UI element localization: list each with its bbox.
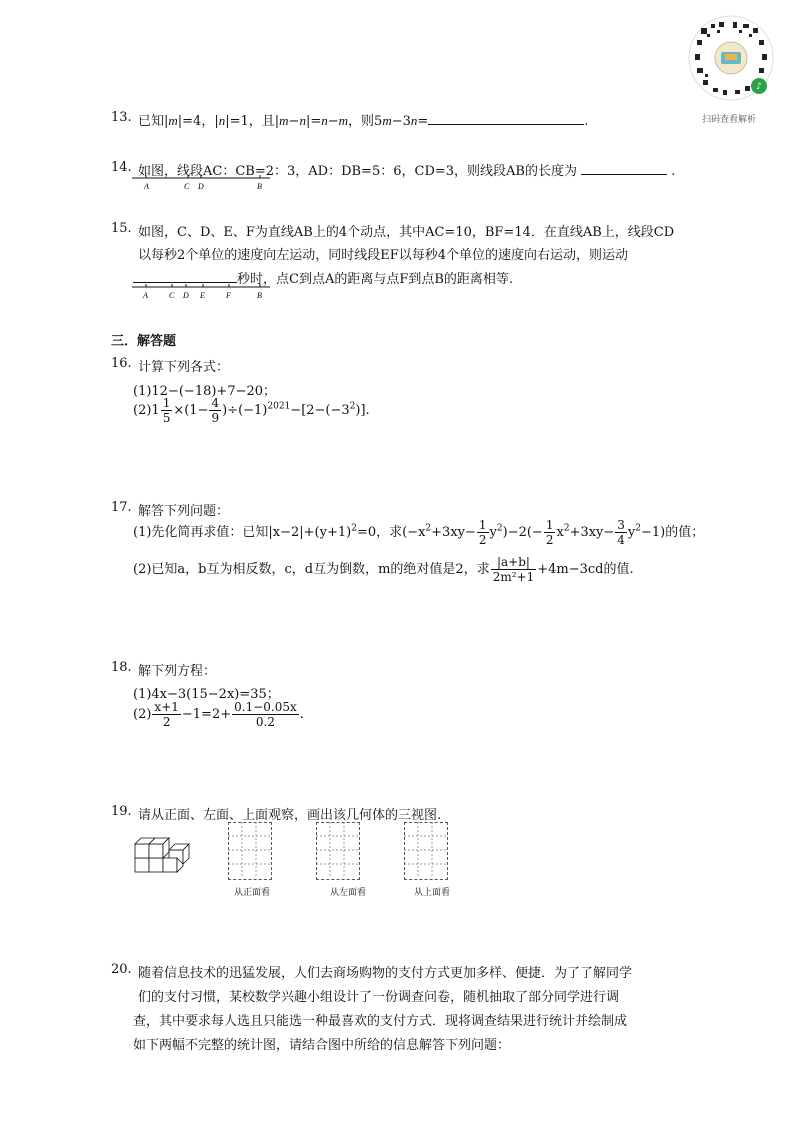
answer-blank[interactable]	[428, 110, 584, 125]
cube-solid-figure	[133, 826, 193, 876]
question-number: 14.	[111, 160, 132, 175]
segment-figure-14	[132, 174, 272, 192]
question-14-text: 如图，线段AC：CB=2：3，AD：DB=5：6，CD=3，则线段AB的长度为 .	[138, 160, 675, 179]
question-17-part1: (1)先化简再求值：已知$|x-2|+(y+1)^2=0$，求($-x^2+3xy-$ $\frac{1}{2}$ $y^2)-2(-$ $\frac{1}{2}$ $x^2+3xy-$ $\frac{3}{4}$ $y^2-1$)的值；	[133, 518, 705, 547]
question-20-line2: 们的支付习惯，某校数学兴趣小组设计了一份调查问卷，随机抽取了部分同学进行调	[138, 990, 620, 1005]
question-20-line1: 随着信息技术的迅猛发展，人们去商场购物的支付方式更加多样、便捷．为了了解同学	[138, 966, 633, 981]
answer-blank[interactable]	[581, 160, 667, 175]
question-number: 13.	[111, 110, 132, 125]
svg-text:♪: ♪	[756, 82, 762, 92]
question-15-line1: 如图，C、D、E、F为直线AB上的4个动点，其中AC=10，BF=14．在直线AB上，线段CD	[138, 225, 675, 240]
section-title: 三．解答题	[111, 334, 177, 349]
question-number: 18.	[111, 660, 132, 675]
question-19-text: 请从正面、左面、上面观察，画出该几何体的三视图.	[138, 808, 442, 823]
question-number: 15.	[111, 221, 132, 236]
answer-blank[interactable]	[133, 268, 237, 283]
question-18-intro: 解下列方程：	[138, 664, 217, 679]
label-d: D	[198, 182, 204, 191]
question-15-line2: 以每秒2个单位的速度向左运动，同时线段EF以每秒4个单位的速度向右运动，则运动	[138, 248, 629, 263]
question-16-part2: (2)1 $\frac{1}{5}$ ×(1− $\frac{4}{9}$ )$\div(-1)^{2021}-[2-(-3^2)]$.	[133, 396, 370, 425]
qr-code[interactable]	[687, 14, 775, 102]
question-15-line3: 秒时，点C到点A的距离与点F到点B的距离相等.	[133, 268, 513, 287]
label-b: B	[257, 182, 262, 191]
label-c: C	[184, 182, 190, 191]
qr-caption: 扫码查看解析	[702, 115, 757, 125]
label-e: E	[200, 291, 205, 300]
label-a: A	[144, 182, 149, 191]
question-17-intro: 解答下列问题：	[138, 504, 230, 519]
question-18-part1: (1)4x−3(15−2x)=35；	[133, 687, 280, 702]
question-18-part2: (2) $\frac{x+1}{2}$ −1=2+ $\frac{0.1-0.05x}{0.2}$ .	[133, 700, 304, 729]
label-d: D	[183, 291, 189, 300]
left-view-caption: 从左面看	[330, 888, 367, 898]
label-b: B	[257, 291, 262, 300]
question-17-part2: (2)已知a，b互为相反数，c，d互为倒数，m的绝对值是2，求 $\frac{|a+b|}{\text{2m²+1}}$ +4m−3cd的值.	[133, 555, 634, 584]
label-c: C	[169, 291, 175, 300]
question-20-line3: 查，其中要求每人选且只能选一种最喜欢的支付方式．现将调查结果进行统计并绘制成	[133, 1014, 628, 1029]
question-16-part1: (1)12−(−18)+7−20；	[133, 384, 277, 399]
question-13-text: 已知|m|=4，|n|=1，且|m−n|=n−m，则5m−3n= .	[138, 110, 588, 129]
question-number: 16.	[111, 356, 132, 371]
question-number: 17.	[111, 500, 132, 515]
question-number: 20.	[111, 962, 132, 977]
grid-lines	[228, 822, 448, 880]
top-view-caption: 从上面看	[414, 888, 451, 898]
segment-figure-15	[132, 283, 272, 301]
question-20-line4: 如下两幅不完整的统计图，请结合图中所给的信息解答下列问题：	[133, 1038, 511, 1053]
question-number: 19.	[111, 804, 132, 819]
front-view-caption: 从正面看	[234, 888, 271, 898]
label-f: F	[226, 291, 231, 300]
label-a: A	[143, 291, 148, 300]
question-16-intro: 计算下列各式：	[138, 360, 230, 375]
